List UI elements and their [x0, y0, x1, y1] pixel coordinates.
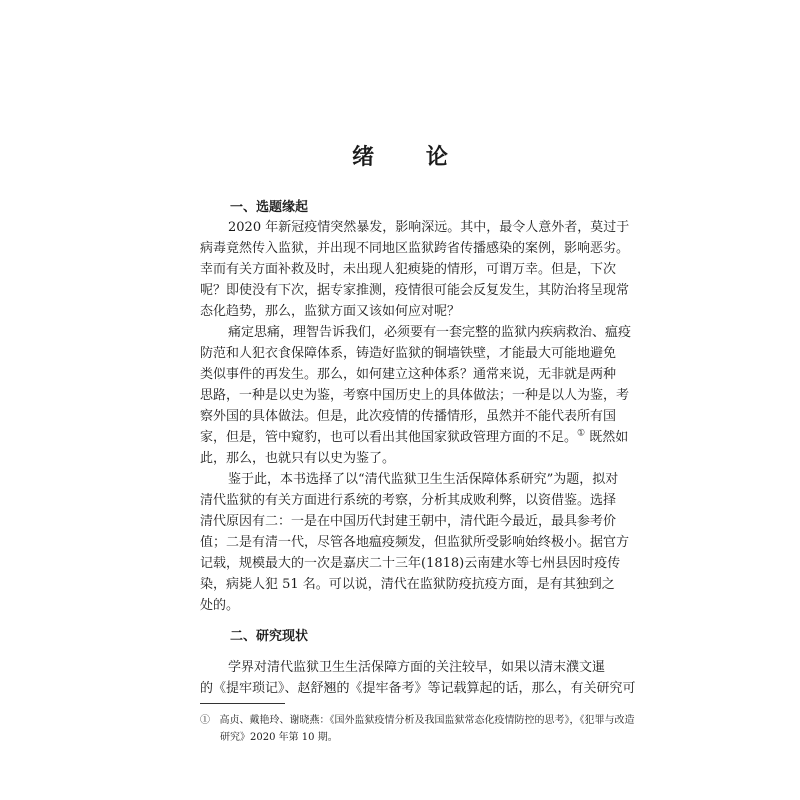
paragraph-1 — [200, 217, 630, 322]
text-line: 病毒竟然传入监狱，并出现不同地区监狱跨省传播感染的案例，影响恶劣。 — [200, 241, 630, 256]
footnote-divider — [200, 703, 285, 704]
text-line: 学界对清代监狱卫生生活保障方面的关注较早，如果以清末濮文暹 — [228, 660, 606, 675]
footnote — [200, 712, 635, 746]
text-line: 记载，规模最大的一次是嘉庆二十三年(1818)云南建水等七州县因时疫传 — [200, 556, 621, 571]
text-line: 防范和人犯衣食保障体系，铸造好监狱的铜墙铁壁，才能最大可能地避免 — [200, 346, 617, 361]
paragraph-3 — [200, 469, 630, 616]
footnote-mark: ① — [200, 715, 210, 726]
section-heading-1: 一、选题缘起 — [230, 200, 309, 215]
text-line: 思路，一种是以史为鉴，考察中国历史上的具体做法；一种是以人为鉴，考 — [200, 388, 630, 403]
text-segment: 既然如 — [585, 430, 629, 445]
text-line: 清代监狱的有关方面进行系统的考察，分析其成败利弊，以资借鉴。选择 — [200, 493, 617, 508]
text-line: 清代原因有二：一是在中国历代封建王朝中，清代距今最近，最具参考价 — [200, 514, 617, 529]
text-line: 鉴于此，本书选择了以“清代监狱卫生生活保障体系研究”为题，拟对 — [228, 472, 619, 487]
text-line: 染，病毙人犯 51 名。可以说，清代在监狱防疫抗疫方面，是有其独到之 — [200, 577, 615, 592]
text-line: 值；二是有清一代，尽管各地瘟疫频发，但监狱所受影响始终极小。据官方 — [200, 535, 630, 550]
text-line: 察外国的具体做法。但是，此次疫情的传播情形，虽然并不能代表所有国 — [200, 409, 617, 424]
text-line: 呢？即使没有下次，据专家推测，疫情很可能会反复发生，其防治将呈现常 — [200, 283, 630, 298]
text-line-with-note — [200, 427, 629, 448]
text-line: 幸而有关方面补救及时，未出现人犯瘐毙的情形，可谓万幸。但是，下次 — [200, 262, 617, 277]
section-heading-2: 二、研究现状 — [230, 629, 309, 644]
footnote-marker: ① — [577, 428, 586, 439]
footnote-line — [200, 712, 635, 729]
footnote-text: 高贞、戴艳玲、谢晓燕：《国外监狱疫情分析及我国监狱常态化疫情防控的思考》，《犯罪与改造 — [219, 715, 635, 726]
text-line: 此，那么，也就只有以史为鉴了。 — [200, 451, 396, 466]
text-line: 的《提牢琐记》、赵舒翘的《提牢备考》等记载算起的话，那么，有关研究可 — [200, 681, 636, 696]
text-segment: 家，但是，管中窥豹，也可以看出其他国家狱政管理方面的不足。 — [200, 430, 578, 445]
text-line: 2020 年新冠疫情突然暴发，影响深远。其中，最令人意外者，莫过于 — [228, 220, 630, 235]
text-line: 处的。 — [200, 598, 240, 613]
paragraph-4 — [200, 657, 636, 699]
text-line: 态化趋势，那么，监狱方面又该如何应对呢？ — [200, 304, 461, 319]
page-title: 绪 论 — [352, 144, 470, 170]
text-line: 痛定思痛，理智告诉我们，必须要有一套完整的监狱内疾病救治、瘟疫 — [228, 325, 632, 340]
footnote-line: 研究》2020 年第 10 期。 — [220, 732, 338, 743]
text-line: 类似事件的再发生。那么，如何建立这种体系？通常来说，无非就是两种 — [200, 367, 617, 382]
paragraph-2 — [200, 322, 632, 469]
